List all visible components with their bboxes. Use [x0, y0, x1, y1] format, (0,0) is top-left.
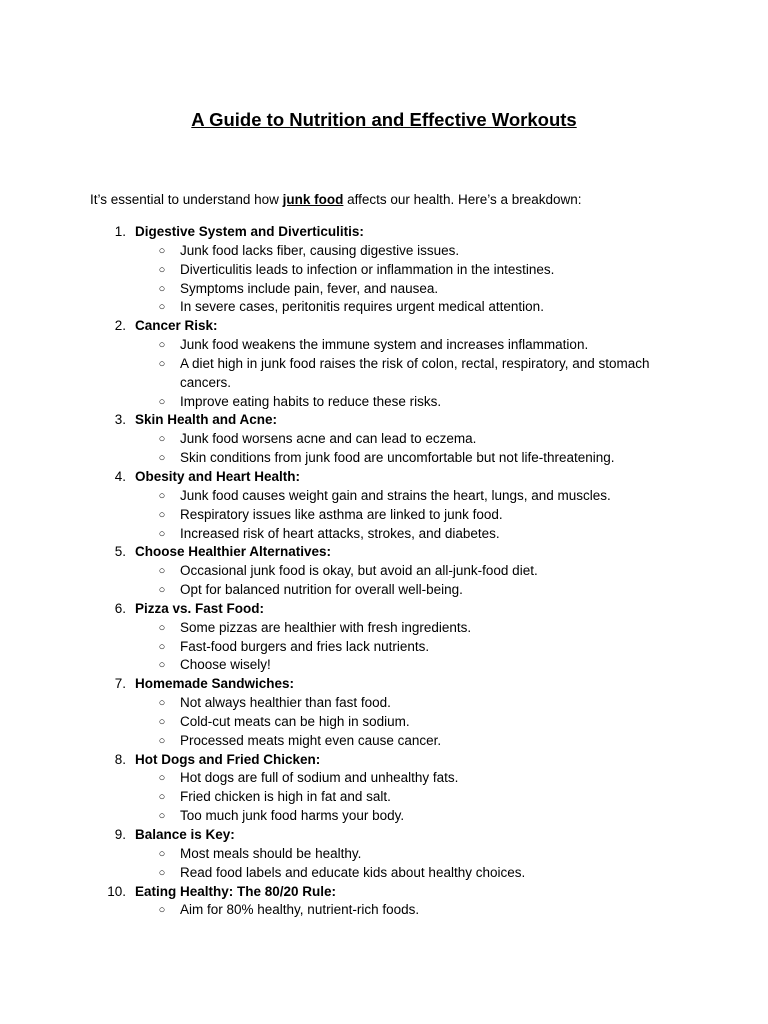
- list-item-number: 5.: [114, 544, 126, 560]
- intro-text-before: It’s essential to understand how: [90, 192, 283, 207]
- hollow-circle-bullet-icon: ○: [158, 339, 166, 352]
- hollow-circle-bullet-icon: ○: [158, 452, 166, 465]
- list-item-number: 7.: [114, 676, 126, 692]
- hollow-circle-bullet-icon: ○: [158, 357, 166, 370]
- hollow-circle-bullet-icon: ○: [158, 847, 166, 860]
- list-item: [90, 411, 690, 468]
- sub-bullet-text: In severe cases, peritonitis requires urgent medical attention.: [180, 299, 544, 315]
- list-item: [90, 826, 690, 883]
- sub-bullet-item: [158, 638, 670, 657]
- sub-bullet-text: Symptoms include pain, fever, and nausea.: [180, 280, 439, 296]
- sub-bullet-item: [158, 525, 670, 544]
- hollow-circle-bullet-icon: ○: [158, 621, 166, 634]
- sub-bullet-item: [158, 280, 670, 299]
- sub-bullet-item: [158, 713, 670, 732]
- sub-bullet-item: [158, 336, 670, 355]
- intro-paragraph: [90, 190, 710, 209]
- sub-bullet-text: Skin conditions from junk food are uncomfortable but not life-threatening.: [180, 450, 615, 466]
- sub-bullet-item: [158, 788, 670, 807]
- sub-bullet-text: Junk food causes weight gain and strains the heart, lungs, and muscles.: [180, 487, 611, 503]
- sub-bullet-item: [158, 298, 670, 317]
- list-item-number: 4.: [114, 468, 126, 484]
- sub-bullet-item: [158, 694, 670, 713]
- sub-bullet-text: Most meals should be healthy.: [180, 845, 362, 861]
- list-item-heading: Hot Dogs and Fried Chicken:: [135, 751, 321, 767]
- list-item: [90, 675, 690, 750]
- sub-bullet-item: [158, 732, 670, 751]
- list-item: [90, 223, 690, 317]
- sub-bullet-item: [158, 769, 670, 788]
- sub-bullet-text: Junk food weakens the immune system and increases inflammation.: [180, 337, 589, 353]
- intro-text-after: affects our health. Here’s a breakdown:: [343, 192, 582, 207]
- list-item-number: 3.: [114, 412, 126, 428]
- list-item-number: 1.: [114, 224, 126, 239]
- hollow-circle-bullet-icon: ○: [158, 527, 166, 540]
- hollow-circle-bullet-icon: ○: [158, 244, 166, 257]
- list-item: [90, 468, 690, 543]
- sub-bullet-text: Junk food lacks fiber, causing digestive issues.: [180, 242, 460, 258]
- sub-bullet-item: [158, 506, 670, 525]
- intro-emphasis: junk food: [282, 192, 344, 207]
- sub-bullet-item: [158, 901, 670, 920]
- sub-bullet-item: [158, 487, 670, 506]
- list-item-number: 10.: [107, 883, 126, 899]
- hollow-circle-bullet-icon: ○: [158, 489, 166, 502]
- sub-bullet-item: [158, 430, 670, 449]
- sub-bullet-text: Fried chicken is high in fat and salt.: [180, 789, 391, 805]
- hollow-circle-bullet-icon: ○: [158, 282, 166, 295]
- list-item-heading: Pizza vs. Fast Food:: [135, 600, 265, 616]
- list-item-heading: Homemade Sandwiches:: [135, 676, 295, 692]
- list-item-number: 9.: [114, 827, 126, 842]
- hollow-circle-bullet-icon: ○: [158, 715, 166, 728]
- sub-bullet-text: Choose wisely!: [180, 657, 271, 673]
- list-item: [90, 883, 690, 921]
- hollow-circle-bullet-icon: ○: [158, 395, 166, 408]
- list-item: [90, 543, 690, 600]
- list-item: [90, 600, 690, 675]
- list-item: [90, 751, 690, 826]
- hollow-circle-bullet-icon: ○: [158, 791, 166, 804]
- sub-bullet-text: Hot dogs are full of sodium and unhealthy fats.: [180, 770, 459, 786]
- sub-bullet-item: [158, 864, 670, 883]
- hollow-circle-bullet-icon: ○: [158, 904, 166, 917]
- sub-bullet-text: Junk food worsens acne and can lead to eczema.: [180, 431, 477, 447]
- list-item-number: 8.: [114, 751, 126, 767]
- sub-bullet-item: [158, 656, 670, 675]
- hollow-circle-bullet-icon: ○: [158, 263, 166, 276]
- sub-bullet-item: [158, 242, 670, 261]
- sub-bullet-text: Opt for balanced nutrition for overall well-being.: [180, 582, 463, 598]
- sub-bullet-text: Respiratory issues like asthma are linked to junk food.: [180, 506, 503, 522]
- hollow-circle-bullet-icon: ○: [158, 772, 166, 785]
- sub-bullet-text: Not always healthier than fast food.: [180, 695, 391, 711]
- sub-bullet-item: [158, 449, 670, 468]
- hollow-circle-bullet-icon: ○: [158, 734, 166, 747]
- sub-bullet-item: [158, 355, 670, 393]
- sub-bullet-item: [158, 807, 670, 826]
- sub-bullet-text: Improve eating habits to reduce these risks.: [180, 393, 442, 409]
- sub-bullet-text: Occasional junk food is okay, but avoid an all-junk-food diet.: [180, 563, 538, 579]
- hollow-circle-bullet-icon: ○: [158, 565, 166, 578]
- sub-bullet-text: Some pizzas are healthier with fresh ingredients.: [180, 619, 472, 635]
- numbered-list: [90, 223, 690, 920]
- sub-bullet-item: [158, 619, 670, 638]
- hollow-circle-bullet-icon: ○: [158, 810, 166, 823]
- list-item-heading: Skin Health and Acne:: [135, 412, 278, 428]
- hollow-circle-bullet-icon: ○: [158, 640, 166, 653]
- sub-bullet-text: A diet high in junk food raises the risk of colon, rectal, respiratory, and stomach cancers.: [180, 355, 650, 390]
- hollow-circle-bullet-icon: ○: [158, 508, 166, 521]
- sub-bullet-item: [158, 581, 670, 600]
- hollow-circle-bullet-icon: ○: [158, 433, 166, 446]
- sub-bullet-text: Cold-cut meats can be high in sodium.: [180, 713, 410, 729]
- sub-bullet-item: [158, 261, 670, 280]
- list-item-number: 6.: [114, 600, 126, 616]
- sub-bullet-text: Processed meats might even cause cancer.: [180, 732, 442, 748]
- sub-bullet-item: [158, 562, 670, 581]
- sub-bullet-text: Too much junk food harms your body.: [180, 808, 405, 824]
- list-item-heading: Choose Healthier Alternatives:: [135, 544, 332, 560]
- list-item-heading: Digestive System and Diverticulitis:: [135, 224, 364, 239]
- sub-bullet-item: [158, 845, 670, 864]
- hollow-circle-bullet-icon: ○: [158, 659, 166, 672]
- hollow-circle-bullet-icon: ○: [158, 866, 166, 879]
- sub-bullet-text: Fast-food burgers and fries lack nutrients.: [180, 638, 430, 654]
- sub-bullet-text: Diverticulitis leads to infection or inflammation in the intestines.: [180, 261, 555, 277]
- hollow-circle-bullet-icon: ○: [158, 584, 166, 597]
- list-item-heading: Cancer Risk:: [135, 318, 218, 334]
- sub-bullet-text: Aim for 80% healthy, nutrient-rich foods.: [180, 902, 420, 918]
- hollow-circle-bullet-icon: ○: [158, 697, 166, 710]
- hollow-circle-bullet-icon: ○: [158, 301, 166, 314]
- sub-bullet-text: Increased risk of heart attacks, strokes, and diabetes.: [180, 525, 500, 541]
- sub-bullet-item: [158, 393, 670, 412]
- list-item: [90, 317, 690, 411]
- list-item-heading: Obesity and Heart Health:: [135, 468, 301, 484]
- sub-bullet-text: Read food labels and educate kids about healthy choices.: [180, 864, 526, 880]
- list-item-heading: Balance is Key:: [135, 827, 235, 842]
- document-title: A Guide to Nutrition and Effective Workouts: [191, 109, 577, 130]
- list-item-number: 2.: [114, 318, 126, 334]
- list-item-heading: Eating Healthy: The 80/20 Rule:: [135, 883, 337, 899]
